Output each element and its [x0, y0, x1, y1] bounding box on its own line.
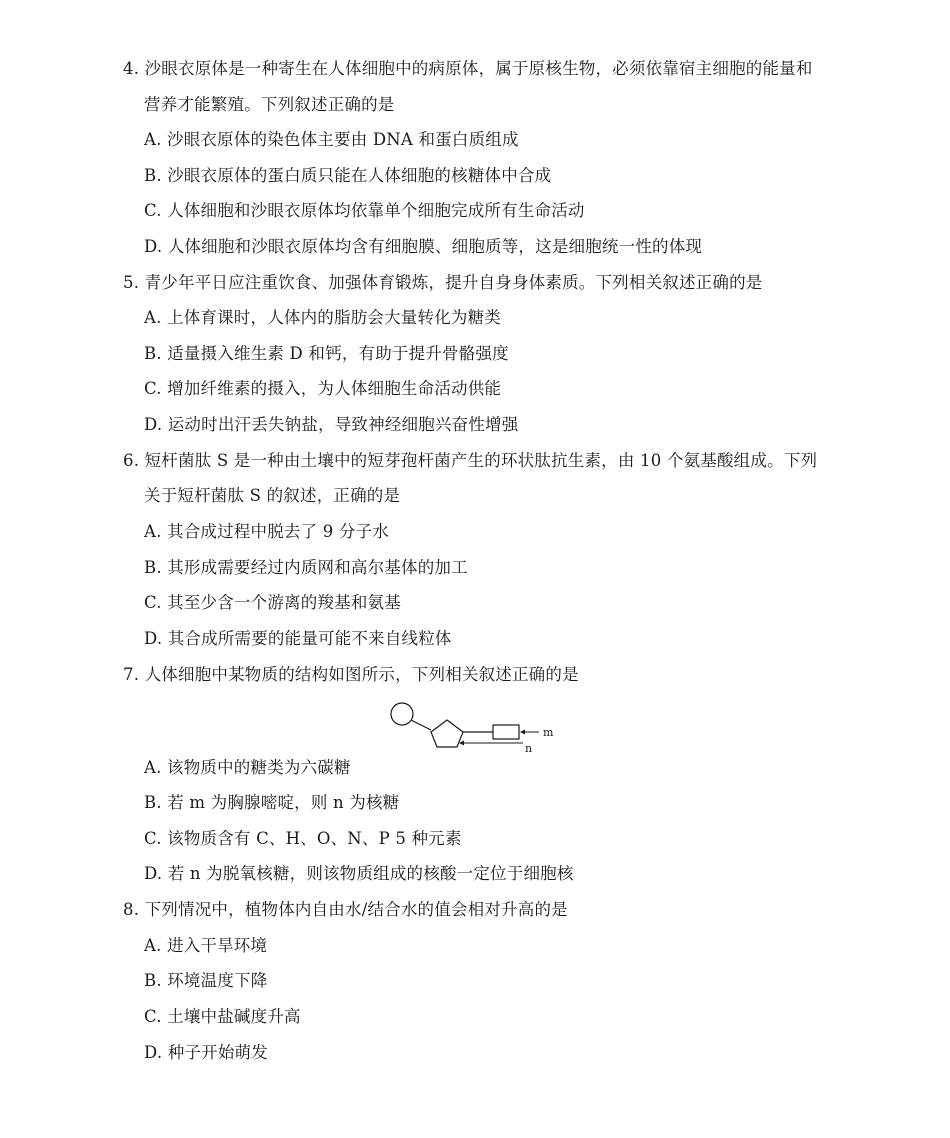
- phosphate-sugar-bond: [411, 720, 431, 730]
- question-8-option-c: C. 土壤中盐碱度升高: [144, 1007, 301, 1026]
- question-8-option-a: A. 进入干旱环境: [144, 936, 268, 955]
- question-7-stem-line-1: 7. 人体细胞中某物质的结构如图所示，下列相关叙述正确的是: [123, 665, 579, 684]
- question-6-option-b: B. 其形成需要经过内质网和高尔基体的加工: [144, 558, 468, 577]
- question-7-option-c: C. 该物质含有 C、H、O、N、P 5 种元素: [144, 829, 462, 848]
- pentose-pentagon: [431, 720, 463, 747]
- question-4-stem-line-1: 4. 沙眼衣原体是一种寄生在人体细胞中的病原体，属于原核生物，必须依靠宿主细胞的能量和: [123, 59, 813, 78]
- question-4-option-d: D. 人体细胞和沙眼衣原体均含有细胞膜、细胞质等，这是细胞统一性的体现: [144, 237, 703, 256]
- question-7-option-b: B. 若 m 为胸腺嘧啶，则 n 为核糖: [144, 793, 400, 812]
- question-5-option-d: D. 运动时出汗丢失钠盐，导致神经细胞兴奋性增强: [144, 415, 519, 434]
- question-8-stem-line-1: 8. 下列情况中，植物体内自由水/结合水的值会相对升高的是: [123, 900, 568, 919]
- base-rectangle: [493, 725, 519, 739]
- question-5-option-b: B. 适量摄入维生素 D 和钙，有助于提升骨骼强度: [144, 344, 509, 363]
- question-6-stem-line-2: 关于短杆菌肽 S 的叙述，正确的是: [144, 486, 401, 505]
- phosphate-circle: [391, 703, 413, 725]
- question-8-option-b: B. 环境温度下降: [144, 971, 268, 990]
- question-4-option-b: B. 沙眼衣原体的蛋白质只能在人体细胞的核糖体中合成: [144, 166, 552, 185]
- question-6-option-d: D. 其合成所需要的能量可能不来自线粒体: [144, 629, 452, 648]
- question-7-option-a: A. 该物质中的糖类为六碳糖: [144, 758, 351, 777]
- label-n: n: [525, 742, 533, 755]
- label-m: m: [543, 726, 554, 739]
- arrow-m-head: [520, 730, 525, 735]
- question-6-option-c: C. 其至少含一个游离的羧基和氨基: [144, 593, 401, 612]
- question-8-option-d: D. 种子开始萌发: [144, 1043, 268, 1062]
- question-5-stem-line-1: 5. 青少年平日应注重饮食、加强体育锻炼，提升自身身体素质。下列相关叙述正确的是: [123, 273, 763, 292]
- question-7-option-d: D. 若 n 为脱氧核糖，则该物质组成的核酸一定位于细胞核: [144, 864, 574, 883]
- question-6-stem-line-1: 6. 短杆菌肽 S 是一种由土壤中的短芽孢杆菌产生的环状肽抗生素，由 10 个氨基酸组成。下列: [123, 451, 818, 470]
- question-6-option-a: A. 其合成过程中脱去了 9 分子水: [144, 522, 389, 541]
- question-4-option-a: A. 沙眼衣原体的染色体主要由 DNA 和蛋白质组成: [144, 130, 519, 149]
- question-5-option-a: A. 上体育课时，人体内的脂肪会大量转化为糖类: [144, 308, 502, 327]
- question-4-stem-line-2: 营养才能繁殖。下列叙述正确的是: [144, 95, 395, 114]
- question-5-option-c: C. 增加纤维素的摄入，为人体细胞生命活动供能: [144, 379, 502, 398]
- nucleotide-structure-diagram: [385, 700, 575, 756]
- question-4-option-c: C. 人体细胞和沙眼衣原体均依靠单个细胞完成所有生命活动: [144, 201, 585, 220]
